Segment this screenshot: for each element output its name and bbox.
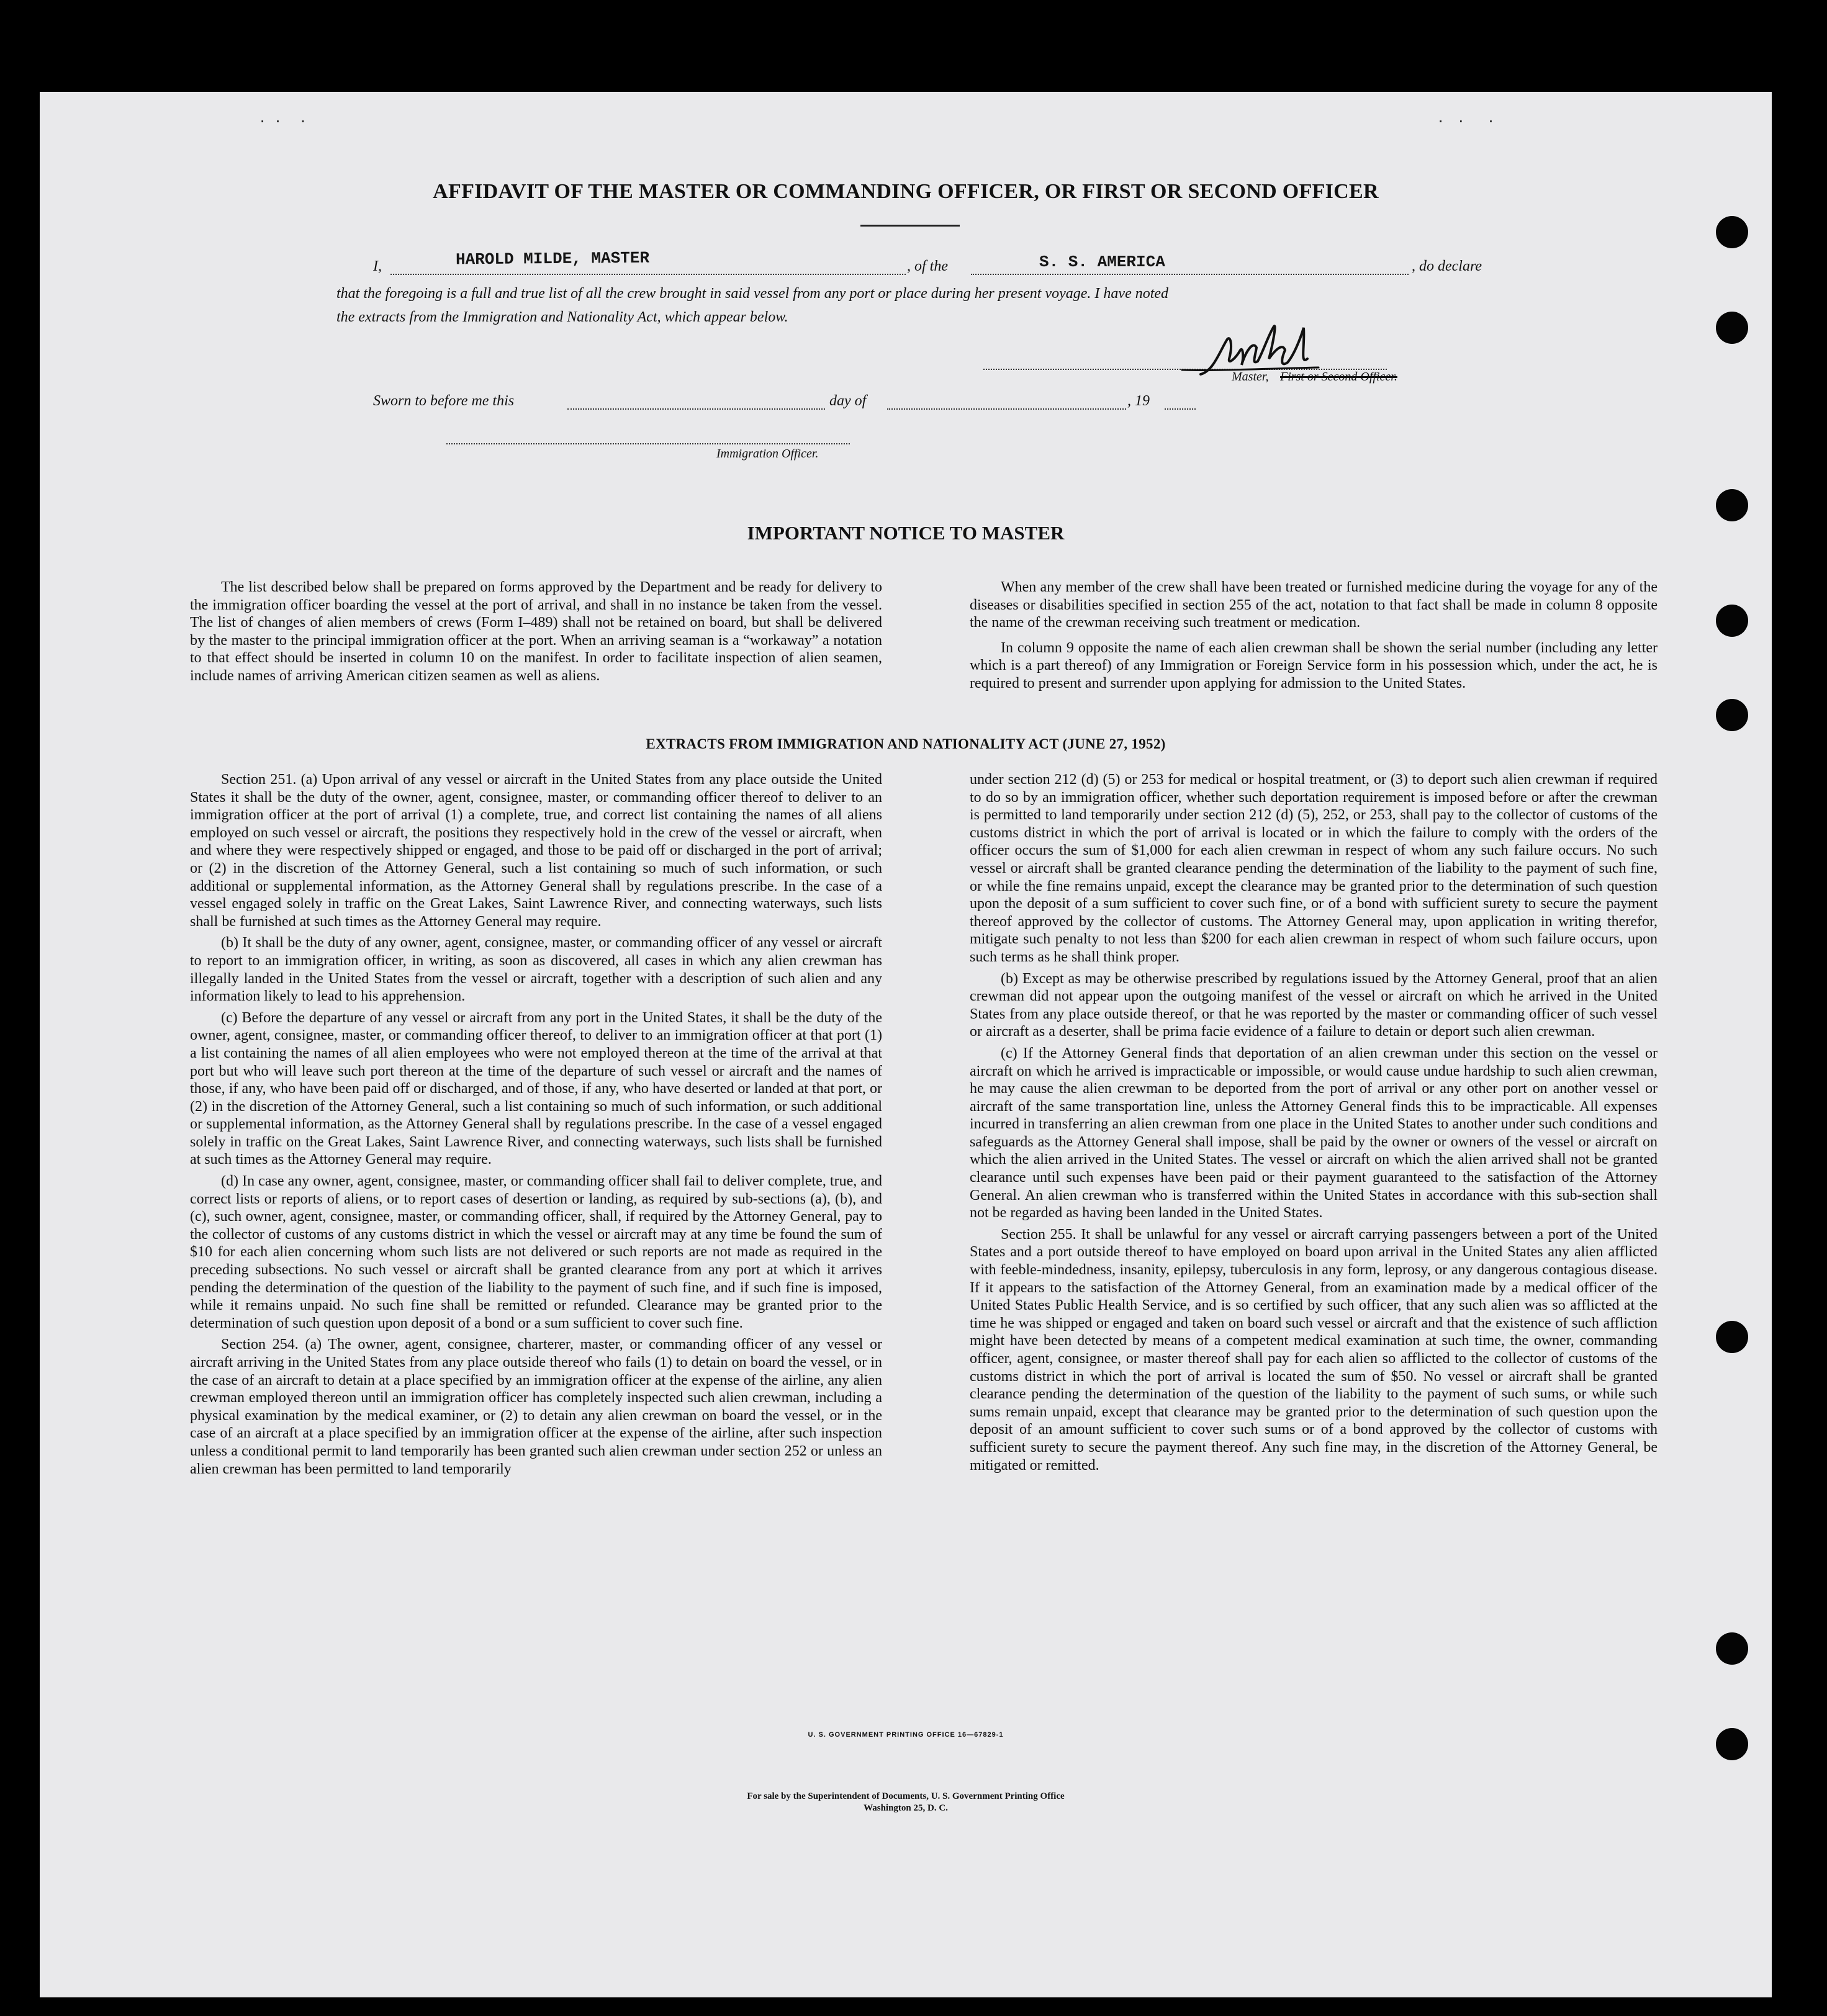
- immigration-officer-line: [446, 443, 850, 444]
- notice-paragraph: In column 9 opposite the name of each alien crewman shall be shown the serial number (including any letter which is a part thereof) of any Immigration or Foreign Service form in his possession which, under the act, he is required to present and surrender upon applying for admission to the United States.: [970, 639, 1658, 691]
- notice-right-column: [970, 578, 1658, 696]
- section-255: Section 255. It shall be unlawful for any vessel or aircraft carrying passengers between a port of the United States and a port outside thereof to have employed on board upon arrival in the United States any alien afflicted with feeble-mindedness, insanity, epilepsy, tuberculosis in any form, leprosy, or any dangerous contagious disease. If it appears to the satisfaction of the Attorney General, from an examination made by a medical officer of the United States Public Health Service, and is so certified by such officer, that any such alien was so afflicted at the time he was shipped or engaged and taken on board such vessel or aircraft and that the existence of such affliction might have been detected by means of a competent medical examination at such time, the owner, commanding officer, agent, consignee, or master thereof shall pay for each alien so afflicted to the collector of customs of the customs district in which the port of arrival is located the sum of $50. No vessel or aircraft shall be granted clearance pending the determination of the question of the liability to the payment of such sums, or while such sums remain unpaid, except that clearance may be granted prior to the determination of such question upon the deposit of an amount sufficient to cover such sums or of a bond approved by the collector of customs with sufficient surety to secure the payment thereof. Any such fine may, in the discretion of the Attorney General, be mitigated or remitted.: [970, 1226, 1658, 1474]
- extracts-left-column: [190, 771, 882, 1482]
- master-name-line: [390, 274, 906, 275]
- immigration-officer-label: Immigration Officer.: [716, 447, 819, 461]
- notice-title: IMPORTANT NOTICE TO MASTER: [747, 522, 1065, 544]
- extracts-title: EXTRACTS FROM IMMIGRATION AND NATIONALITY ACT (JUNE 27, 1952): [646, 736, 1166, 752]
- of-the-label: , of the: [907, 258, 948, 274]
- master-name-value: HAROLD MILDE, MASTER: [455, 248, 650, 269]
- title-divider: [860, 225, 960, 227]
- notice-paragraph: When any member of the crew shall have been treated or furnished medicine during the voyage for any of the diseases or disabilities specified in section 255 of the act, notation to that fact shall be made in column 8 opposite the name of the crewman receiving such treatment or medication.: [970, 579, 1658, 631]
- punch-hole: [1716, 1632, 1748, 1665]
- sale-notice-footer: [40, 1791, 1772, 1814]
- section-254-b: (b) Except as may be otherwise prescribed by regulations issued by the Attorney General, proof that an alien crewman did not appear upon the outgoing manifest of the vessel or aircraft on which he arrived in the United States from any place outside thereof, or that he was reported by the master or commanding officer of such vessel or aircraft as a deserter, shall be prima facie evidence of a failure to detain or deport such alien crewman.: [970, 970, 1658, 1040]
- notice-left-column: [190, 578, 882, 689]
- day-of-label: day of: [829, 393, 867, 409]
- extracts-right-column: [970, 771, 1658, 1478]
- section-251-d: (d) In case any owner, agent, consignee, master, or commanding officer shall fail to deliver complete, true, and correct lists or reports of aliens, or to report cases of desertion or landing, as required by sub-sections (a), (b), and (c), such owner, agent, consignee, master, or commanding officer, shall, if required by the Attorney General, pay to the collector of customs of any customs district in which the vessel or aircraft may at any time be found the sum of $10 for each alien concerning whom such lists are not delivered or such reports are not made as required in the preceding subsections. No such vessel or aircraft shall be granted clearance from any port at which it arrives pending the determination of the question of the liability to the payment of such fine, and if such fine is imposed, while it remains unpaid. No such fine shall be remitted or refunded. Clearance may be granted prior to the determination of such question upon deposit of a bond or a sum sufficient to cover such fine.: [190, 1173, 882, 1331]
- section-254-a: Section 254. (a) The owner, agent, consignee, charterer, master, or commanding officer of any vessel or aircraft arriving in the United States from any place outside thereof who fails (1) to detain on board the vessel, or in the case of an aircraft to detain at a place specified by an immigration officer at the expense of the airline, any alien crewman employed thereon until an immigration officer has completely inspected such alien crewman, including a physical examination by the medical examiner, or (2) to detain any alien crewman on board the vessel, or in the case of an aircraft at a place specified by an immigration officer at the expense of the airline, after such inspection unless a conditional permit to land temporarily has been granted such alien crewman under section 252 or unless an alien crewman has been permitted to land temporarily: [190, 1336, 882, 1477]
- declaration-i: I,: [373, 258, 382, 274]
- section-254-c: (c) If the Attorney General finds that deportation of an alien crewman under this section on the vessel or aircraft on which he arrived is impracticable or impossible, or would cause undue hardship to such alien crewman, he may cause the alien crewman to be deported from the port of arrival or any other port on another vessel or aircraft of the same transportation line, unless the Attorney General finds this to be impracticable. All expenses incurred in transferring an alien crewman from one place in the United States to another under such conditions and safeguards as the Attorney General shall impose, shall be paid by the owner or owners of the vessel or aircraft on which the alien arrived in the United States. The vessel or aircraft on which the alien arrived shall not be granted clearance until such expenses have been paid or their payment guaranteed to the satisfaction of the Attorney General. An alien crewman who is transferred within the United States in accordance with this sub-section shall not be regarded as having been landed in the United States.: [970, 1045, 1658, 1222]
- punch-hole: [1716, 312, 1748, 344]
- section-254-a-continued: under section 212 (d) (5) or 253 for medical or hospital treatment, or (3) to deport such alien crewman if required to do so by an immigration officer, whether such deportation requirement is imposed before or after the crewman is permitted to land temporarily under section 212 (d) (5), 252, or 253, shall pay to the collector of customs of the customs district in which the port of arrival is located or in which the failure to comply with the orders of the officer occurs the sum of $1,000 for each alien crewman in respect of whom any such failure occurs. No such vessel or aircraft shall be granted clearance pending the determination of the liability to the payment of such fine, or while the fine remains unpaid, except the clearance may be granted prior to the determination of such question upon the deposit of a sum sufficient to cover such fine, or of a bond with sufficient surety to secure the payment thereof approved by the collector of customs. The Attorney General may, upon application in writing therefor, mitigate such penalty to not less than $200 for each alien crewman in respect of whom such failure occurs, upon such terms as he shall think proper.: [970, 772, 1658, 965]
- punch-hole: [1716, 1321, 1748, 1353]
- do-declare-label: , do declare: [1412, 258, 1482, 274]
- punch-hole: [1716, 699, 1748, 731]
- sworn-month-line: [887, 408, 1126, 410]
- document-page: [40, 92, 1772, 1997]
- sworn-year-line: [1165, 408, 1196, 410]
- scan-speck: · · ·: [1438, 110, 1494, 130]
- section-251-c: (c) Before the departure of any vessel or aircraft from any port in the United States, it shall be the duty of the owner, agent, consignee, master, or commanding officer thereof, to deliver to an immigration officer at that port (1) a list containing the names of all alien employees who were not employed thereon at the time of the arrival at that port but who will leave such port thereon at the time of the departure of such vessel or aircraft and the names of those, if any, who have been paid off or discharged, and of those, if any, who have deserted or landed at that port, or (2) in the discretion of the Attorney General, such a list containing so much of such information, or such additional or supplemental information, as the Attorney General shall by regulations prescribe. In the case of a vessel engaged solely in traffic on the Great Lakes, Saint Lawrence River, and connecting waterways, such lists shall be furnished at such times as the Attorney General may require.: [190, 1009, 882, 1168]
- sworn-day-line: [567, 408, 825, 410]
- year-label: , 19: [1127, 393, 1150, 409]
- declaration-line-3: the extracts from the Immigration and Nationality Act, which appear below.: [336, 309, 788, 325]
- declaration-line-2: that the foregoing is a full and true list of all the crew brought in said vessel from any port or place during her present voyage. I have noted: [336, 286, 1169, 302]
- printing-office-imprint: U. S. GOVERNMENT PRINTING OFFICE 16—67829-1: [808, 1731, 1004, 1739]
- sworn-label: Sworn to before me this: [373, 393, 515, 409]
- scan-speck: · · ·: [259, 110, 306, 130]
- section-251-b: (b) It shall be the duty of any owner, agent, consignee, master, or commanding officer of any vessel or aircraft to report to an immigration officer, in writing, as soon as discovered, all cases in which any alien crewman has illegally landed in the United States from the vessel or aircraft, together with a description of such alien and any information likely to lead to his apprehension.: [190, 935, 882, 1005]
- notice-paragraph: The list described below shall be prepared on forms approved by the Department and be ready for delivery to the immigration officer boarding the vessel at the port of arrival, and shall in no instance be taken from the vessel. The list of changes of alien members of crews (Form I–489) shall not be retained on board, but shall be delivered by the master to the principal immigration officer at the port. When an arriving seaman is a “workaway” a notation to that effect should be inserted in column 10 on the manifest. In order to facilitate inspection of alien seamen, include names of arriving American citizen seamen as well as aliens.: [190, 579, 882, 684]
- punch-hole: [1716, 605, 1748, 637]
- vessel-name-line: [971, 274, 1409, 275]
- punch-hole: [1716, 216, 1748, 248]
- section-251-a: Section 251. (a) Upon arrival of any vessel or aircraft in the United States from any place outside the United States it shall be the duty of the owner, agent, consignee, master, or commanding officer thereof to deliver to an immigration officer at the port of arrival (1) a complete, true, and correct list containing the names of all aliens employed on such vessel or aircraft, the positions they respectively hold in the crew of the vessel or aircraft, when and where they were respectively shipped or engaged, and those to be paid off or discharged in the port of arrival; or (2) in the discretion of the Attorney General, such a list containing so much of such information, or such additional or supplemental information, as the Attorney General shall by regulations prescribe. In the case of a vessel engaged solely in traffic on the Great Lakes, Saint Lawrence River, and connecting waterways, such lists shall be furnished at such times as the Attorney General may require.: [190, 772, 882, 930]
- signature-master-label: Master,: [1232, 370, 1269, 384]
- signature-struck-officer-label: First or Second Officer.: [1280, 370, 1397, 384]
- footer-line-2: Washington 25, D. C.: [864, 1803, 948, 1813]
- vessel-name-value: S. S. AMERICA: [1039, 253, 1165, 271]
- footer-line-1: For sale by the Superintendent of Documents, U. S. Government Printing Office: [747, 1791, 1065, 1801]
- punch-hole: [1716, 489, 1748, 521]
- affidavit-title: AFFIDAVIT OF THE MASTER OR COMMANDING OFFICER, OR FIRST OR SECOND OFFICER: [433, 180, 1379, 203]
